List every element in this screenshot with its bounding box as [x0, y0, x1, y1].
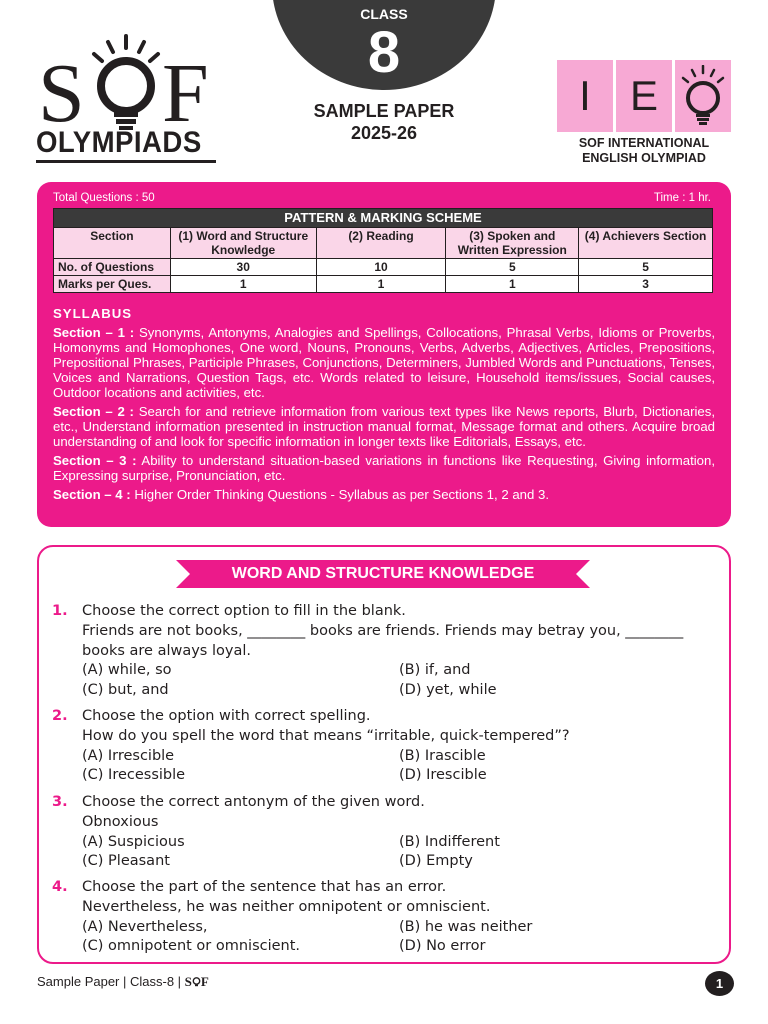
paper-year: 2025-26	[350, 123, 418, 143]
syllabus	[53, 306, 715, 506]
question-number: 2.	[52, 708, 68, 724]
ieo-name-line2: ENGLISH OLYMPIAD	[582, 151, 706, 165]
marking-scheme-table	[53, 208, 713, 293]
syllabus-section	[53, 325, 715, 400]
option-a[interactable]: (A) Suspicious	[82, 833, 185, 850]
section-text: Ability to understand situation-based variations in functions like Requesting, Giving information, Expressing surprise, Pronunciation, etc.	[53, 453, 715, 483]
option-a[interactable]: (A) Nevertheless,	[82, 918, 208, 935]
option-c[interactable]: (C) omnipotent or omniscient.	[82, 938, 301, 955]
section-banner-title: WORD AND STRUCTURE KNOWLEDGE	[231, 565, 535, 582]
class-number: 8	[367, 20, 401, 85]
lightbulb-icon	[86, 34, 166, 134]
paper-title	[272, 100, 496, 144]
table-cell: No. of Questions	[54, 259, 171, 276]
ieo-full-name	[557, 136, 731, 166]
question-stem: Friends are not books, ________ books are friends. Friends may betray you, ________ books are always loyal.	[82, 622, 684, 659]
question-prompt: Choose the correct option to fill in the blank.	[82, 603, 406, 619]
table-cell: 5	[579, 259, 713, 276]
section-label: Section – 1 :	[53, 325, 135, 340]
section-label: Section – 2 :	[53, 404, 134, 419]
syllabus-section	[53, 404, 715, 449]
table-row	[54, 276, 713, 293]
footer-logo-s: S	[184, 974, 192, 989]
footer-text: Sample Paper | Class-8 |	[37, 974, 185, 989]
page-footer	[37, 974, 209, 990]
syllabus-heading: SYLLABUS	[53, 306, 133, 321]
table-title-row	[54, 209, 713, 228]
option-d[interactable]: (D) yet, while	[399, 682, 497, 699]
question-prompt: Choose the part of the sentence that has an error.	[82, 879, 447, 895]
paper-title-line1: SAMPLE PAPER	[313, 101, 455, 121]
syllabus-section	[53, 453, 715, 483]
question-3	[52, 793, 722, 872]
table-cell: Marks per Ques.	[54, 276, 171, 293]
syllabus-section	[53, 487, 715, 502]
options-grid	[82, 918, 722, 958]
table-row	[54, 259, 713, 276]
table-cell: 1	[316, 276, 446, 293]
ieo-letter-i: I	[557, 60, 613, 132]
table-cell: (2) Reading	[316, 228, 446, 259]
lightbulb-icon	[679, 65, 727, 127]
table-cell: 5	[446, 259, 579, 276]
option-c[interactable]: (C) but, and	[82, 682, 169, 699]
option-a[interactable]: (A) Irrescible	[82, 747, 175, 764]
section-text: Synonyms, Antonyms, Analogies and Spellings, Collocations, Phrasal Verbs, Idioms or Proverbs, Homonyms and Homophones, One word, Nouns, Pronouns, Verbs, Adverbs, Adjectives, Articles, Prepositions, Prepositional Phrases, Participle Phrases, Conjunctions, Determiners, Jumbled Words and Punctuations, Tenses, Voices and Narrations, Question Tags, etc. Words related to leisure, Household items/issues, Social causes, Outdoor locations and activities, etc.	[53, 325, 716, 400]
options-grid	[82, 747, 722, 787]
footer-logo	[185, 974, 209, 989]
table-cell: (1) Word and Structure Knowledge	[170, 228, 316, 259]
table-header-row	[54, 228, 713, 259]
exam-info-panel	[37, 182, 731, 527]
table-title: PATTERN & MARKING SCHEME	[54, 209, 713, 228]
question-2	[52, 707, 722, 786]
question-number: 3.	[52, 794, 68, 810]
table-cell: 3	[579, 276, 713, 293]
logo-letter-f: F	[162, 47, 209, 140]
page-number: 1	[705, 971, 734, 996]
section-text: Search for and retrieve information from various text types like News reports, Blurb, Dictionaries, etc., Understand information presented in instruction manual format, Message format and others. Acquire broad understanding of and look for specific information in longer texts like Editorials, Essays, etc.	[53, 404, 715, 449]
logo-rule	[36, 160, 216, 163]
table-cell: (3) Spoken and Written Expression	[446, 228, 579, 259]
logo-word: OLYMPIADS	[36, 126, 202, 159]
section-text: Higher Order Thinking Questions - Syllabus as per Sections 1, 2 and 3.	[130, 487, 549, 502]
ieo-bulb-box	[675, 60, 731, 132]
option-c[interactable]: (C) Irecessible	[82, 767, 186, 784]
class-label: CLASS	[360, 6, 408, 22]
question-prompt: Choose the option with correct spelling.	[82, 708, 371, 724]
exam-time: Time : 1 hr.	[653, 192, 711, 204]
option-b[interactable]: (B) Indifferent	[399, 833, 500, 850]
ieo-logo	[557, 60, 731, 132]
table-cell: (4) Achievers Section	[579, 228, 713, 259]
options-grid	[82, 833, 722, 873]
options-grid	[82, 661, 722, 701]
question-number: 1.	[52, 603, 68, 619]
question-stem: Nevertheless, he was neither omnipotent or omniscient.	[82, 898, 491, 915]
lightbulb-icon	[192, 976, 201, 987]
section-label: Section – 4 :	[53, 487, 131, 502]
ieo-name-line1: SOF INTERNATIONAL	[578, 136, 710, 150]
question-prompt: Choose the correct antonym of the given word.	[82, 794, 425, 810]
option-b[interactable]: (B) if, and	[399, 662, 471, 679]
option-d[interactable]: (D) Empty	[399, 853, 473, 870]
option-d[interactable]: (D) Irescible	[399, 767, 487, 784]
option-b[interactable]: (B) he was neither	[399, 918, 533, 935]
ieo-letter-e: E	[616, 60, 672, 132]
question-4	[52, 878, 722, 957]
total-questions: Total Questions : 50	[53, 192, 155, 204]
question-1	[52, 602, 722, 701]
table-cell: Section	[54, 228, 171, 259]
option-c[interactable]: (C) Pleasant	[82, 853, 170, 870]
logo-letter-s: S	[38, 47, 85, 140]
question-number: 4.	[52, 879, 68, 895]
sof-olympiads-logo	[36, 34, 218, 164]
table-cell: 1	[170, 276, 316, 293]
section-label: Section – 3 :	[53, 453, 137, 468]
option-b[interactable]: (B) Irascible	[399, 747, 486, 764]
option-a[interactable]: (A) while, so	[82, 662, 172, 679]
footer-logo-f: F	[200, 974, 209, 989]
table-cell: 10	[316, 259, 446, 276]
option-d[interactable]: (D) No error	[399, 938, 486, 955]
table-cell: 30	[170, 259, 316, 276]
question-stem: Obnoxious	[82, 813, 159, 830]
question-stem: How do you spell the word that means “irritable, quick-tempered”?	[82, 727, 570, 744]
table-cell: 1	[446, 276, 579, 293]
